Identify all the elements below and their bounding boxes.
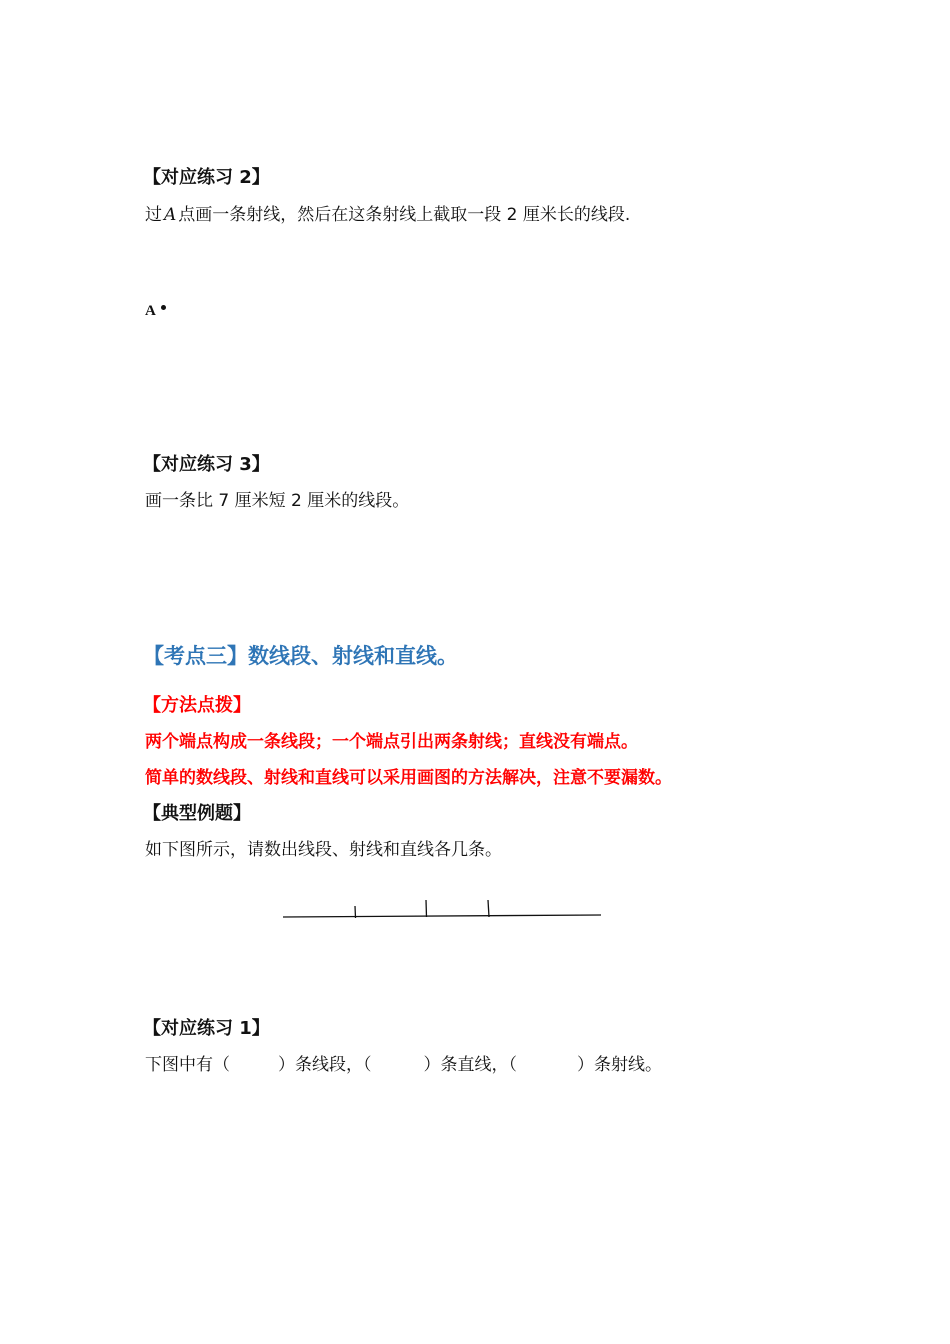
example-question: 如下图所示，请数出线段、射线和直线各几条。: [145, 840, 502, 860]
practice1-part1: 下图中有（: [145, 1055, 230, 1075]
tick-mark-1: [355, 906, 356, 918]
method-line-2: 简单的数线段、射线和直线可以采用画图的方法解决，注意不要漏数。: [145, 768, 672, 788]
practice3-heading: 【对应练习 3】: [143, 454, 270, 475]
practice1-part2: ）条线段，（: [278, 1055, 372, 1075]
practice1-part4: ）条射线。: [577, 1055, 662, 1075]
example-heading: 【典型例题】: [143, 803, 251, 824]
practice2-text-before: 过: [145, 205, 162, 225]
practice1-part3: ）条直线，（: [423, 1055, 517, 1075]
practice3-question: 画一条比 7 厘米短 2 厘米的线段。: [145, 491, 410, 511]
line-figure: [270, 890, 615, 930]
practice2-question: [145, 200, 630, 225]
point-a-label: A: [145, 303, 156, 319]
practice2-point-letter: A: [164, 205, 177, 225]
practice1-heading: 【对应练习 1】: [143, 1018, 270, 1039]
main-line: [283, 915, 601, 917]
practice2-heading: 【对应练习 2】: [143, 167, 270, 188]
practice1-question: [145, 1050, 662, 1075]
method-line-1: 两个端点构成一条线段；一个端点引出两条射线；直线没有端点。: [145, 732, 638, 752]
practice2-text-after: 点画一条射线，然后在这条射线上截取一段 2 厘米长的线段.: [178, 205, 631, 225]
tick-mark-2: [426, 900, 427, 917]
section3-title: 【考点三】数线段、射线和直线。: [143, 644, 458, 668]
point-a-dot: [161, 305, 166, 310]
method-heading: 【方法点拨】: [143, 695, 251, 716]
tick-mark-3: [488, 900, 489, 917]
